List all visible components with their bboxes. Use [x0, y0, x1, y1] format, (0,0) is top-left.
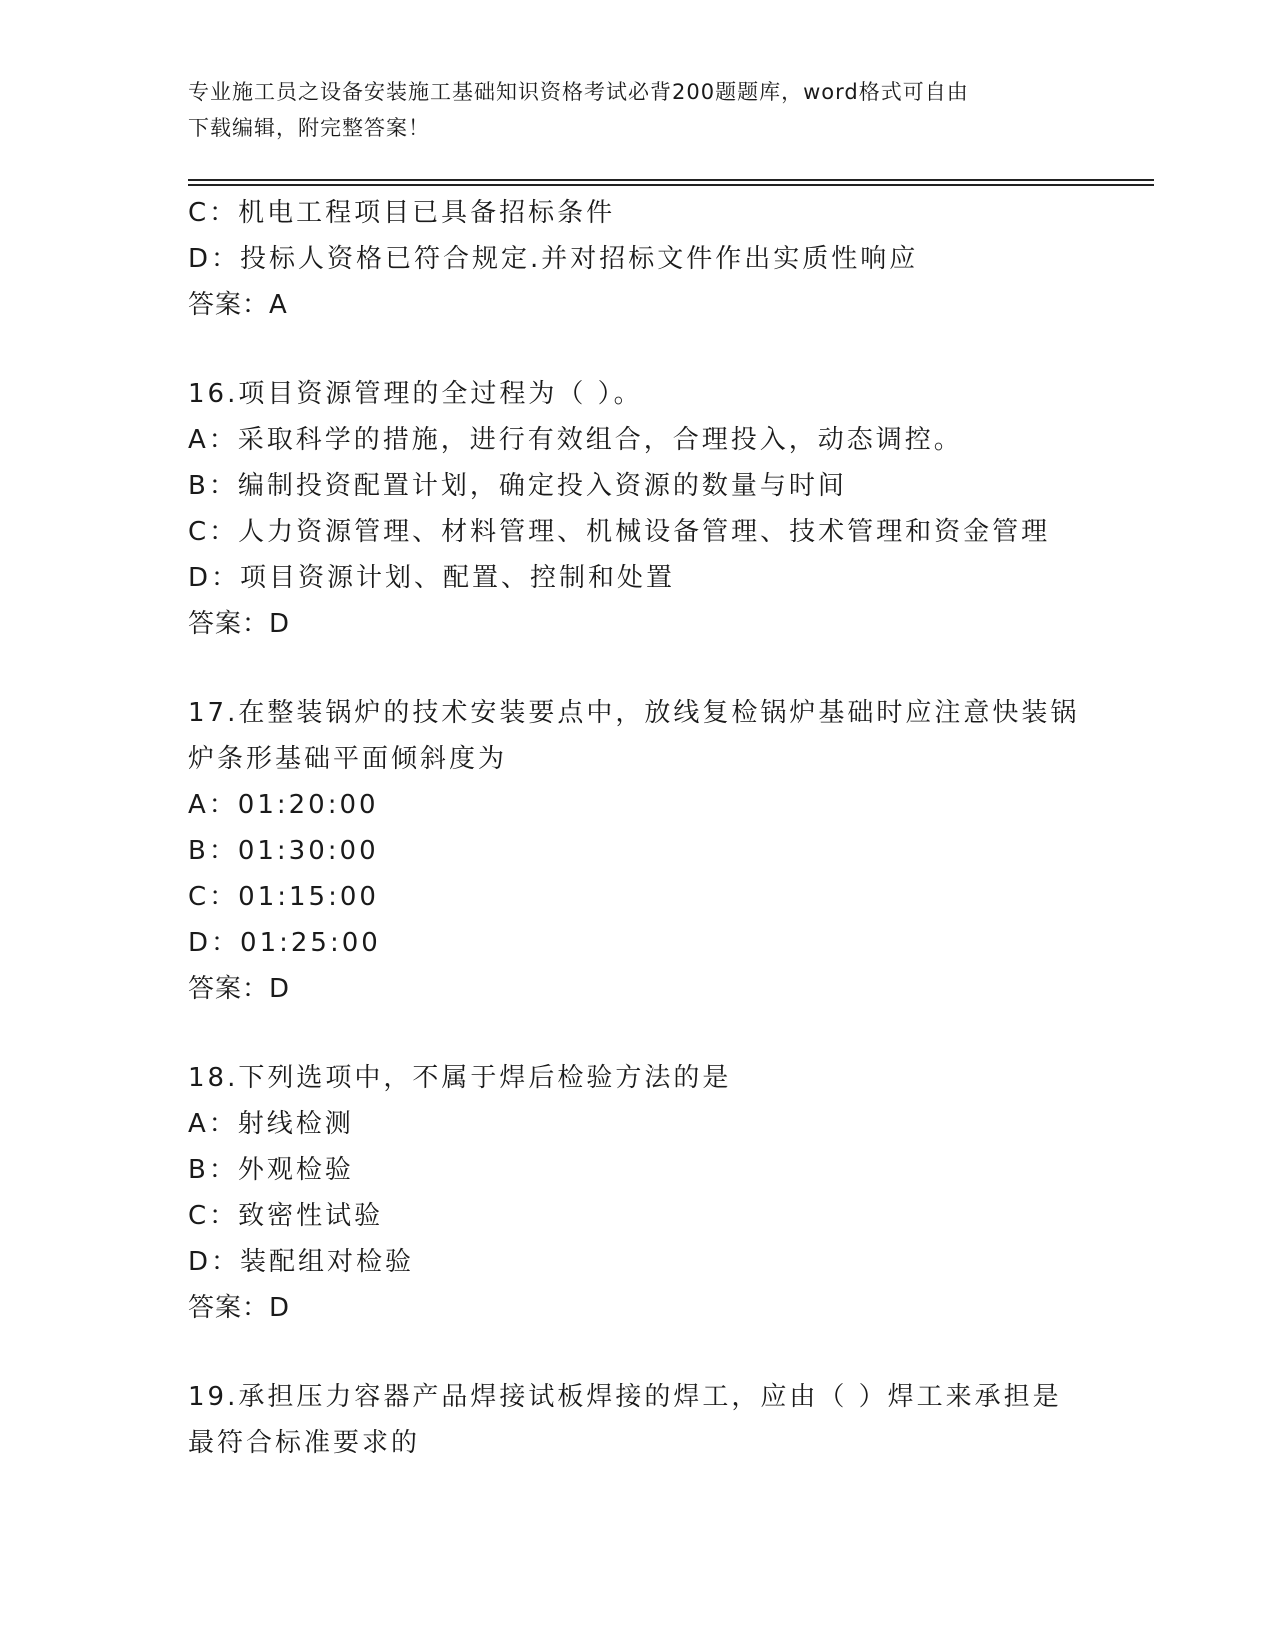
question-17-option-a: A：01:20:00: [188, 790, 379, 820]
question-19-text-line-1: 19.承担压力容器产品焊接试板焊接的焊工，应由（ ）焊工来承担是: [188, 1382, 1062, 1412]
question-16-option-d: D：项目资源计划、配置、控制和处置: [188, 563, 676, 593]
question-16-option-c: C：人力资源管理、材料管理、机械设备管理、技术管理和资金管理: [188, 517, 1051, 547]
question-17-option-c: C：01:15:00: [188, 882, 379, 912]
header-line-1: 专业施工员之设备安装施工基础知识资格考试必背200题题库，word格式可自由: [188, 80, 969, 104]
header-divider-bottom: [188, 184, 1154, 186]
question-18-answer: 答案：D: [188, 1293, 291, 1323]
question-17-answer: 答案：D: [188, 974, 291, 1004]
question-content: [188, 190, 1088, 1466]
answer: 答案：A: [188, 290, 288, 320]
header-divider-top: [188, 179, 1154, 181]
question-18-option-d: D：装配组对检验: [188, 1247, 415, 1277]
option-d: D：投标人资格已符合规定.并对招标文件作出实质性响应: [188, 244, 919, 274]
question-16-answer: 答案：D: [188, 609, 291, 639]
question-17-option-b: B：01:30:00: [188, 836, 379, 866]
option-c: C：机电工程项目已具备招标条件: [188, 198, 616, 228]
question-16-text: 16.项目资源管理的全过程为（ ）。: [188, 379, 643, 409]
question-17-text-line-1: 17.在整装锅炉的技术安装要点中，放线复检锅炉基础时应注意快装锅: [188, 698, 1080, 728]
question-19-text-line-2: 最符合标准要求的: [188, 1428, 421, 1458]
question-18-option-b: B：外观检验: [188, 1155, 354, 1185]
question-16-option-a: A：采取科学的措施，进行有效组合，合理投入，动态调控。: [188, 425, 963, 455]
document-header: [188, 74, 1088, 146]
header-line-2: 下载编辑，附完整答案！: [188, 116, 430, 140]
question-18-option-a: A：射线检测: [188, 1109, 354, 1139]
question-18-option-c: C：致密性试验: [188, 1201, 384, 1231]
question-17-option-d: D：01:25:00: [188, 928, 381, 958]
question-18-text: 18.下列选项中，不属于焊后检验方法的是: [188, 1063, 732, 1093]
question-16-option-b: B：编制投资配置计划，确定投入资源的数量与时间: [188, 471, 847, 501]
question-17-text-line-2: 炉条形基础平面倾斜度为: [188, 744, 508, 774]
